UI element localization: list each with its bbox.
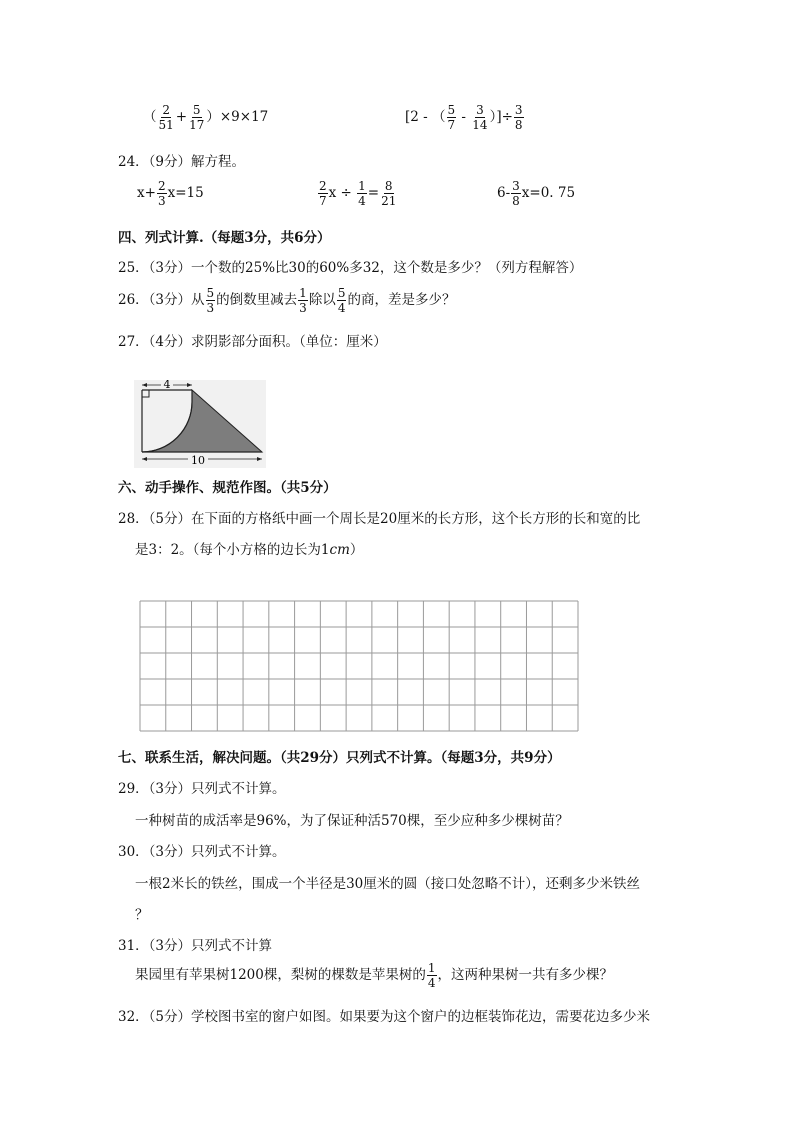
fraction: $\frac{1}{3}$	[299, 286, 307, 315]
question-31-title: 31．（3分）只列式不计算	[118, 938, 273, 954]
shaded-area-figure	[134, 380, 266, 468]
question-28-line-2: 是3：2。（每个小方格的边长为1cm）	[135, 542, 364, 558]
question-25: 25．（3分）一个数的25%比30的60%多32，这个数是多少？（列方程解答）	[118, 260, 583, 276]
expression-2: [2 - （ $\frac{5}{7}$ - $\frac{3}{14}$ ）]÷ $\frac{3}{8}$	[405, 103, 523, 132]
equation-1: x+ $\frac{2}{3}$ x=15	[137, 179, 204, 208]
fraction: $\frac{3}{14}$	[472, 103, 488, 132]
bottom-dimension-label: 10	[191, 454, 205, 467]
equation-3: 6- $\frac{3}{8}$ x=0. 75	[497, 179, 576, 208]
section-4-heading: 四、列式计算.（每题3分，共6分）	[118, 230, 331, 246]
question-26: 26．（3分）从 $\frac{5}{3}$ 的倒数里减去 $\frac{1}{3}$ 除以 $\frac{5}{4}$ 的商，差是多少？	[118, 286, 456, 315]
section-6-heading: 六、动手操作、规范作图。（共5分）	[118, 480, 337, 496]
question-30-body: 一根2米长的铁丝，围成一个半径是30厘米的圆（接口处忽略不计），还剩多少米铁丝	[135, 876, 641, 892]
fraction: $\frac{5}{4}$	[337, 286, 346, 315]
expression-1: （ $\frac{2}{51}$ + $\frac{5}{17}$ ）×9×17	[143, 103, 269, 132]
fraction: $\frac{5}{7}$	[447, 103, 456, 132]
fraction: $\frac{2}{3}$	[157, 179, 166, 208]
top-dimension-label: 4	[163, 380, 171, 391]
fraction: $\frac{1}{4}$	[358, 179, 366, 208]
question-24-title: 24．（9分）解方程。	[118, 154, 246, 170]
fraction: $\frac{2}{7}$	[319, 179, 327, 208]
fraction: $\frac{8}{21}$	[381, 179, 397, 208]
fraction: $\frac{1}{4}$	[427, 961, 436, 990]
question-30-title: 30．（3分）只列式不计算。	[118, 844, 286, 860]
question-32: 32．（5分）学校图书室的窗户如图。如果要为这个窗户的边框装饰花边，需要花边多少米	[118, 1009, 651, 1025]
fraction: $\frac{3}{8}$	[514, 103, 523, 132]
question-31-body: 果园里有苹果树1200棵，梨树的棵数是苹果树的 $\frac{1}{4}$ ，这两种果树一共有多少棵？	[135, 961, 613, 990]
question-29-title: 29．（3分）只列式不计算。	[118, 781, 286, 797]
equation-2: $\frac{2}{7}$ x ÷ $\frac{1}{4}$ = $\frac{8}{21}$	[319, 179, 397, 208]
section-7-heading: 七、联系生活，解决问题。（共29分）只列式不计算。（每题3分，共9分）	[118, 750, 561, 766]
fraction: $\frac{5}{3}$	[206, 286, 215, 315]
question-28-line-1: 28．（5分）在下面的方格纸中画一个周长是20厘米的长方形，这个长方形的长和宽的比	[118, 511, 641, 527]
question-30-body-end: ？	[135, 907, 149, 923]
grid-paper[interactable]	[139, 600, 579, 732]
question-27: 27．（4分）求阴影部分面积。（单位：厘米）	[118, 334, 387, 350]
fraction: $\frac{2}{51}$	[158, 103, 174, 132]
fraction: $\frac{5}{17}$	[189, 103, 205, 132]
fraction: $\frac{3}{8}$	[512, 179, 520, 208]
question-29-body: 一种树苗的成活率是96%，为了保证种活570棵，至少应种多少棵树苗？	[135, 813, 569, 829]
